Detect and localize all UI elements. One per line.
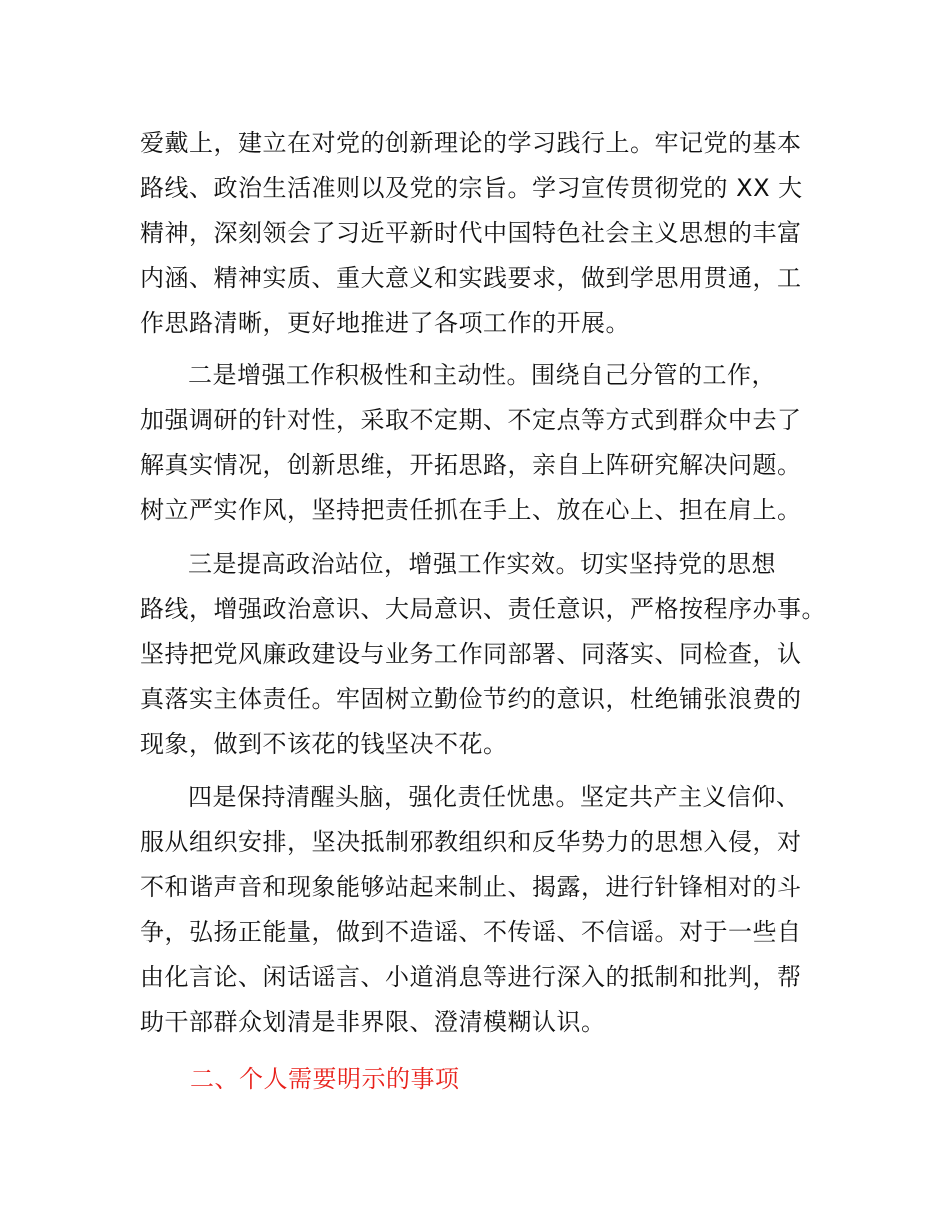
paragraph-line: 加强调研的针对性，采取不定期、不定点等方式到群众中去了	[140, 406, 802, 434]
paragraph-line: 由化言论、闲话谣言、小道消息等进行深入的抵制和批判，帮	[140, 963, 802, 991]
paragraph-line: 不和谐声音和现象能够站起来制止、揭露，进行针锋相对的斗	[140, 873, 802, 901]
paragraph-line: 路线、政治生活准则以及党的宗旨。学习宣传贯彻党的 XX 大	[140, 174, 803, 202]
paragraph-line: 坚持把党风廉政建设与业务工作同部署、同落实、同检查，认	[140, 640, 802, 668]
paragraph-line: 助干部群众划清是非界限、澄清模糊认识。	[140, 1008, 606, 1036]
paragraph-line: 作思路清晰，更好地推进了各项工作的开展。	[140, 309, 630, 337]
paragraph-line: 爱戴上，建立在对党的创新理论的学习践行上。牢记党的基本	[140, 129, 802, 157]
paragraph-line: 解真实情况，创新思维，开拓思路，亲自上阵研究解决问题。	[140, 451, 802, 479]
paragraph-line: 现象，做到不该花的钱坚决不花。	[140, 730, 508, 758]
paragraph-line: 树立严实作风，坚持把责任抓在手上、放在心上、担在肩上。	[140, 496, 802, 524]
paragraph-line: 路线，增强政治意识、大局意识、责任意识，严格按程序办事。	[140, 595, 826, 623]
paragraph-line: 三是提高政治站位，增强工作实效。切实坚持党的思想	[188, 550, 776, 578]
paragraph-line: 四是保持清醒头脑，强化责任忧患。坚定共产主义信仰、	[188, 783, 801, 811]
paragraph-line: 服从组织安排，坚决抵制邪教组织和反华势力的思想入侵，对	[140, 828, 802, 856]
paragraph-line: 真落实主体责任。牢固树立勤俭节约的意识，杜绝铺张浪费的	[140, 685, 802, 713]
paragraph-line: 精神，深刻领会了习近平新时代中国特色社会主义思想的丰富	[140, 219, 802, 247]
section-heading: 二、个人需要明示的事项	[190, 1065, 460, 1093]
paragraph-line: 争，弘扬正能量，做到不造谣、不传谣、不信谣。对于一些自	[140, 918, 802, 946]
paragraph-line: 二是增强工作积极性和主动性。围绕自己分管的工作，	[188, 361, 776, 389]
paragraph-line: 内涵、精神实质、重大意义和实践要求，做到学思用贯通，工	[140, 264, 802, 292]
